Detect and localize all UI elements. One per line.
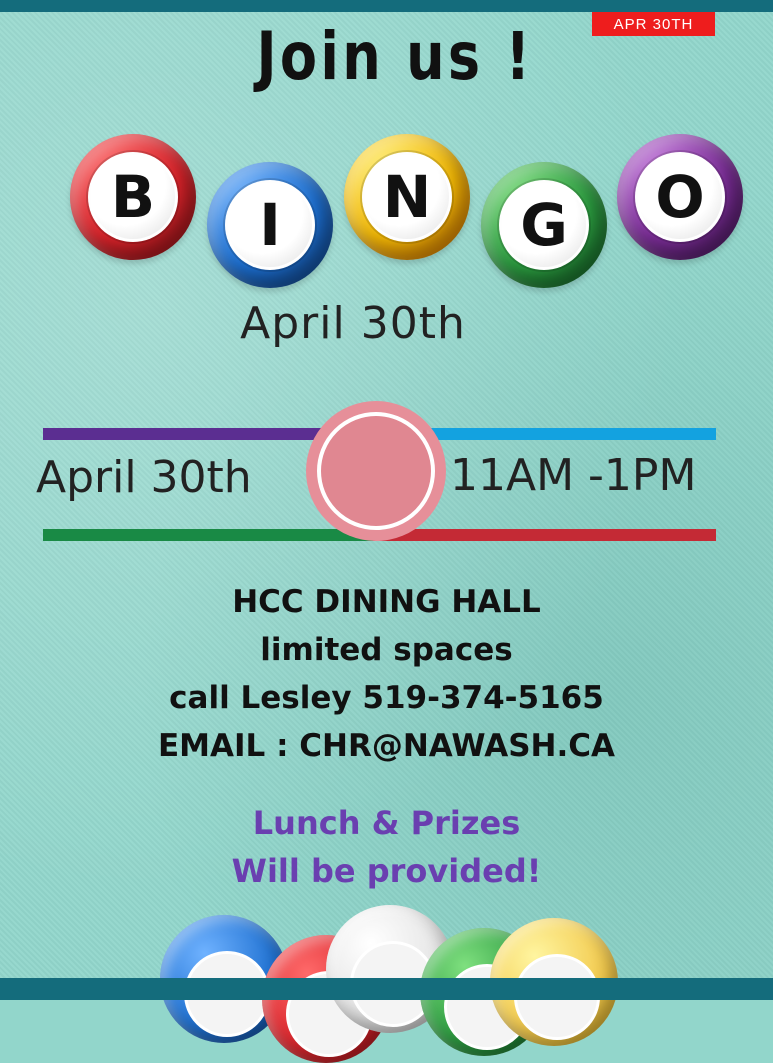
top-border-bar [0, 0, 773, 12]
bingo-letter-g: G [520, 191, 568, 259]
divider-top-left [43, 428, 343, 440]
bingo-letter-i: I [259, 191, 281, 259]
spaces-text: limited spaces [260, 632, 513, 668]
decorative-circle [306, 401, 446, 541]
bingo-letter-n: N [382, 163, 432, 231]
decorative-circle-ring [317, 412, 435, 530]
bottom-border-bar [0, 978, 773, 1000]
provided-text: Will be provided! [231, 852, 542, 890]
email-text: EMAIL : CHR@NAWASH.CA [158, 728, 615, 764]
bingo-ball-face [225, 180, 315, 270]
event-date: April 30th [36, 452, 252, 503]
divider-bottom-right [373, 529, 716, 541]
bingo-ball-face [88, 152, 178, 242]
bingo-ball-face [635, 152, 725, 242]
event-time: 11AM -1PM [450, 450, 697, 501]
bingo-letter-b: B [110, 163, 156, 231]
bingo-ball-n [344, 134, 470, 260]
bingo-ball-i [207, 162, 333, 288]
bingo-ball-b [70, 134, 196, 260]
lunch-prizes-text: Lunch & Prizes [252, 804, 521, 842]
bingo-ball-face [362, 152, 452, 242]
contact-text: call Lesley 519-374-5165 [169, 680, 604, 716]
page-title: Join us ! [256, 18, 534, 95]
bingo-ball-o [617, 134, 743, 260]
location-text: HCC DINING HALL [232, 584, 541, 620]
divider-top-right [410, 428, 716, 440]
divider-bottom-left [43, 529, 373, 541]
date-badge: APR 30TH [592, 12, 715, 36]
subtitle-date: April 30th [240, 298, 466, 349]
bingo-ball-face [499, 180, 589, 270]
bingo-letter-o: O [655, 163, 705, 231]
bingo-ball-g [481, 162, 607, 288]
